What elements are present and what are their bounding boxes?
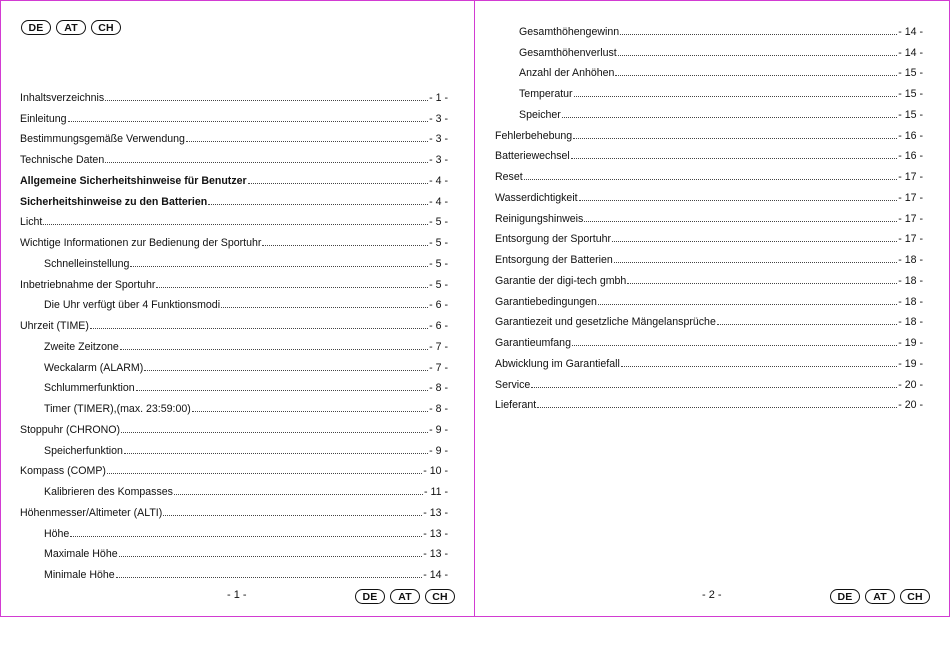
toc-dot-leader bbox=[120, 348, 428, 350]
toc-entry-title: Fehlerbehebung bbox=[495, 129, 573, 142]
toc-entry-page: - 9 - bbox=[429, 423, 448, 436]
right-page bbox=[474, 0, 950, 617]
toc-entry-page: - 19 - bbox=[898, 357, 923, 370]
toc-entry-page: - 5 - bbox=[429, 237, 448, 249]
toc-entry-page: - 15 - bbox=[898, 67, 923, 80]
toc-entry[interactable] bbox=[495, 183, 923, 204]
toc-dot-leader bbox=[618, 54, 898, 56]
page-number-left: - 1 - bbox=[227, 589, 247, 601]
toc-entry-title: Schlummerfunktion bbox=[44, 382, 135, 395]
toc-entry[interactable] bbox=[495, 225, 923, 246]
toc-dot-leader bbox=[531, 386, 897, 388]
toc-entry-page: - 14 - bbox=[423, 569, 448, 581]
toc-entry-title: Licht bbox=[20, 216, 43, 229]
toc-entry[interactable] bbox=[495, 370, 923, 391]
toc-entry-page: - 18 - bbox=[898, 254, 923, 266]
toc-entry-page: - 9 - bbox=[429, 444, 448, 457]
toc-entry[interactable] bbox=[20, 228, 448, 249]
toc-dot-leader bbox=[186, 140, 428, 142]
toc-dot-leader bbox=[537, 406, 897, 408]
toc-entry[interactable] bbox=[20, 560, 448, 581]
toc-entry[interactable] bbox=[495, 328, 923, 349]
toc-entry[interactable] bbox=[495, 391, 923, 412]
country-badge-at: AT bbox=[390, 589, 420, 604]
toc-entry-title: Allgemeine Sicherheitshinweise für Benutzer bbox=[20, 174, 247, 187]
toc-entry-title: Speicher bbox=[519, 108, 561, 121]
toc-entry[interactable] bbox=[495, 266, 923, 287]
toc-dot-leader bbox=[574, 95, 898, 97]
toc-entry[interactable] bbox=[20, 436, 448, 457]
toc-entry[interactable] bbox=[495, 121, 923, 142]
country-badge-de: DE bbox=[830, 589, 860, 604]
toc-entry-title: Abwicklung im Garantiefall bbox=[495, 357, 620, 370]
toc-entry[interactable] bbox=[495, 142, 923, 163]
toc-entry-page: - 5 - bbox=[429, 216, 448, 229]
toc-entry-page: - 1 - bbox=[429, 91, 448, 104]
toc-dot-leader bbox=[717, 323, 897, 325]
toc-dot-leader bbox=[248, 182, 429, 184]
toc-entry-title: Reinigungshinweis bbox=[495, 212, 584, 225]
toc-entry[interactable] bbox=[20, 353, 448, 374]
toc-entry-title: Die Uhr verfügt über 4 Funktionsmodi bbox=[44, 299, 221, 312]
toc-entry-page: - 17 - bbox=[898, 191, 923, 204]
toc-entry[interactable] bbox=[20, 519, 448, 540]
toc-entry-title: Höhenmesser/Altimeter (ALTI) bbox=[20, 506, 163, 519]
toc-entry-title: Stoppuhr (CHRONO) bbox=[20, 423, 121, 436]
left-page bbox=[0, 0, 475, 617]
toc-entry[interactable] bbox=[495, 308, 923, 329]
toc-entry-page: - 14 - bbox=[898, 25, 923, 38]
toc-entry-page: - 8 - bbox=[429, 403, 448, 415]
toc-dot-leader bbox=[579, 199, 898, 201]
toc-entry[interactable] bbox=[495, 349, 923, 370]
toc-entry[interactable] bbox=[495, 38, 923, 59]
country-badge-ch: CH bbox=[900, 589, 930, 604]
toc-entry-page: - 13 - bbox=[423, 527, 448, 540]
toc-entry[interactable] bbox=[20, 540, 448, 561]
toc-dot-leader bbox=[90, 327, 428, 329]
toc-entry-title: Entsorgung der Batterien bbox=[495, 254, 613, 266]
toc-entry-title: Höhe bbox=[44, 527, 70, 540]
toc-dot-leader bbox=[524, 178, 898, 180]
toc-entry[interactable] bbox=[495, 17, 923, 38]
country-badge-ch: CH bbox=[91, 20, 121, 35]
toc-entry-title: Wasserdichtigkeit bbox=[495, 191, 578, 204]
toc-entry[interactable] bbox=[20, 311, 448, 332]
toc-entry[interactable] bbox=[20, 477, 448, 498]
toc-entry[interactable] bbox=[495, 162, 923, 183]
toc-entry-page: - 8 - bbox=[429, 382, 448, 395]
toc-entry-title: Sicherheitshinweise zu den Batterien bbox=[20, 195, 208, 208]
country-badges-top bbox=[21, 20, 121, 35]
toc-entry-page: - 18 - bbox=[898, 274, 923, 287]
toc-dot-leader bbox=[562, 116, 897, 118]
toc-dot-leader bbox=[262, 244, 428, 246]
toc-entry-page: - 5 - bbox=[429, 257, 448, 270]
toc-entry[interactable] bbox=[20, 394, 448, 415]
toc-entry[interactable] bbox=[495, 287, 923, 308]
toc-entry[interactable] bbox=[20, 498, 448, 519]
toc-entry-title: Inbetriebnahme der Sportuhr bbox=[20, 278, 156, 291]
table-of-contents-right bbox=[495, 17, 923, 411]
toc-dot-leader bbox=[571, 157, 897, 159]
toc-dot-leader bbox=[105, 99, 428, 101]
toc-dot-leader bbox=[221, 306, 428, 308]
toc-entry-title: Entsorgung der Sportuhr bbox=[495, 233, 612, 246]
toc-entry-page: - 6 - bbox=[429, 299, 448, 312]
toc-dot-leader bbox=[116, 576, 423, 578]
toc-entry-title: Gesamthöhenverlust bbox=[519, 46, 617, 59]
country-badge-de: DE bbox=[21, 20, 51, 35]
toc-entry-title: Zweite Zeitzone bbox=[44, 340, 119, 353]
toc-entry[interactable] bbox=[20, 166, 448, 187]
page-number-right: - 2 - bbox=[702, 589, 722, 601]
country-badge-at: AT bbox=[865, 589, 895, 604]
country-badges-bottom-right bbox=[830, 589, 930, 604]
toc-entry-title: Batteriewechsel bbox=[495, 150, 570, 163]
toc-entry-title: Temperatur bbox=[519, 88, 573, 100]
toc-dot-leader bbox=[612, 240, 897, 242]
toc-dot-leader bbox=[163, 514, 422, 516]
toc-dot-leader bbox=[130, 265, 428, 267]
toc-entry[interactable] bbox=[495, 245, 923, 266]
toc-entry[interactable] bbox=[20, 125, 448, 146]
toc-entry[interactable] bbox=[495, 59, 923, 80]
toc-entry-title: Uhrzeit (TIME) bbox=[20, 320, 89, 332]
toc-entry-title: Technische Daten bbox=[20, 154, 105, 166]
toc-entry[interactable] bbox=[20, 457, 448, 478]
toc-entry-page: - 15 - bbox=[898, 88, 923, 100]
toc-dot-leader bbox=[119, 555, 423, 557]
toc-dot-leader bbox=[174, 493, 423, 495]
toc-entry[interactable] bbox=[20, 374, 448, 395]
toc-entry-title: Inhaltsverzeichnis bbox=[20, 91, 105, 104]
toc-entry[interactable] bbox=[20, 83, 448, 104]
toc-entry-page: - 14 - bbox=[898, 46, 923, 59]
country-badge-de: DE bbox=[355, 589, 385, 604]
toc-entry[interactable] bbox=[20, 291, 448, 312]
toc-entry-page: - 7 - bbox=[429, 340, 448, 353]
toc-entry-title: Garantie der digi-tech gmbh bbox=[495, 274, 627, 287]
toc-entry[interactable] bbox=[20, 145, 448, 166]
toc-dot-leader bbox=[43, 223, 428, 225]
toc-dot-leader bbox=[598, 303, 897, 305]
toc-entry-page: - 17 - bbox=[898, 212, 923, 225]
toc-dot-leader bbox=[192, 410, 428, 412]
toc-entry-title: Kompass (COMP) bbox=[20, 465, 106, 478]
toc-entry-title: Speicherfunktion bbox=[44, 444, 123, 457]
toc-entry-page: - 3 - bbox=[429, 112, 448, 125]
toc-entry-page: - 4 - bbox=[429, 174, 448, 187]
toc-dot-leader bbox=[208, 203, 428, 205]
toc-dot-leader bbox=[627, 282, 897, 284]
toc-dot-leader bbox=[572, 344, 897, 346]
toc-entry-title: Wichtige Informationen zur Bedienung der Sportuhr bbox=[20, 237, 262, 249]
toc-entry-page: - 13 - bbox=[423, 548, 448, 561]
toc-entry-page: - 17 - bbox=[898, 171, 923, 183]
toc-dot-leader bbox=[121, 431, 428, 433]
toc-entry-page: - 13 - bbox=[423, 506, 448, 519]
toc-entry-page: - 16 - bbox=[898, 129, 923, 142]
table-of-contents-left bbox=[20, 83, 448, 581]
toc-entry-page: - 6 - bbox=[429, 320, 448, 332]
toc-dot-leader bbox=[620, 33, 897, 35]
toc-entry-page: - 3 - bbox=[429, 133, 448, 146]
toc-dot-leader bbox=[68, 120, 429, 122]
toc-dot-leader bbox=[621, 365, 897, 367]
toc-entry-title: Garantieumfang bbox=[495, 337, 571, 349]
toc-entry-page: - 10 - bbox=[423, 465, 448, 478]
country-badge-at: AT bbox=[56, 20, 86, 35]
toc-entry-title: Bestimmungsgemäße Verwendung bbox=[20, 133, 185, 146]
toc-entry[interactable] bbox=[20, 332, 448, 353]
toc-entry-title: Maximale Höhe bbox=[44, 548, 118, 561]
toc-entry-page: - 15 - bbox=[898, 108, 923, 121]
toc-entry-title: Minimale Höhe bbox=[44, 569, 115, 581]
country-badges-bottom-left bbox=[355, 589, 455, 604]
toc-entry-title: Schnelleinstellung bbox=[44, 257, 130, 270]
toc-dot-leader bbox=[614, 261, 897, 263]
toc-entry-title: Garantiezeit und gesetzliche Mängelansprüche bbox=[495, 316, 716, 329]
toc-entry-title: Einleitung bbox=[20, 112, 67, 125]
toc-entry-page: - 3 - bbox=[429, 154, 448, 166]
country-badge-ch: CH bbox=[425, 589, 455, 604]
toc-dot-leader bbox=[144, 369, 428, 371]
toc-entry-title: Gesamthöhengewinn bbox=[519, 25, 620, 38]
toc-entry-title: Kalibrieren des Kompasses bbox=[44, 486, 173, 498]
toc-entry-page: - 5 - bbox=[429, 278, 448, 291]
toc-entry[interactable] bbox=[495, 204, 923, 225]
toc-dot-leader bbox=[105, 161, 428, 163]
toc-entry-page: - 18 - bbox=[898, 316, 923, 329]
toc-entry-page: - 20 - bbox=[898, 378, 923, 391]
toc-dot-leader bbox=[107, 472, 422, 474]
toc-entry-page: - 16 - bbox=[898, 150, 923, 163]
toc-entry-page: - 7 - bbox=[429, 361, 448, 374]
toc-entry-title: Timer (TIMER),(max. 23:59:00) bbox=[44, 403, 191, 415]
toc-entry[interactable] bbox=[20, 104, 448, 125]
toc-entry-page: - 18 - bbox=[898, 295, 923, 308]
toc-entry-title: Reset bbox=[495, 171, 523, 183]
toc-entry-title: Service bbox=[495, 378, 531, 391]
toc-dot-leader bbox=[573, 137, 897, 139]
toc-entry[interactable] bbox=[20, 249, 448, 270]
toc-entry[interactable] bbox=[20, 208, 448, 229]
toc-dot-leader bbox=[124, 452, 428, 454]
toc-entry-page: - 17 - bbox=[898, 233, 923, 246]
toc-entry[interactable] bbox=[495, 100, 923, 121]
toc-entry-page: - 20 - bbox=[898, 399, 923, 412]
toc-entry[interactable] bbox=[20, 270, 448, 291]
toc-entry-title: Weckalarm (ALARM) bbox=[44, 361, 144, 374]
toc-entry[interactable] bbox=[495, 79, 923, 100]
toc-entry-title: Garantiebedingungen bbox=[495, 295, 597, 308]
toc-entry[interactable] bbox=[20, 187, 448, 208]
toc-entry-page: - 4 - bbox=[429, 195, 448, 208]
toc-entry-title: Lieferant bbox=[495, 399, 537, 412]
toc-entry-page: - 11 - bbox=[424, 486, 448, 498]
toc-dot-leader bbox=[136, 389, 428, 391]
toc-entry-title: Anzahl der Anhöhen bbox=[519, 67, 615, 80]
toc-entry[interactable] bbox=[20, 415, 448, 436]
toc-entry-page: - 19 - bbox=[898, 337, 923, 349]
toc-dot-leader bbox=[615, 74, 897, 76]
toc-dot-leader bbox=[156, 286, 428, 288]
toc-dot-leader bbox=[70, 535, 422, 537]
toc-dot-leader bbox=[584, 220, 897, 222]
